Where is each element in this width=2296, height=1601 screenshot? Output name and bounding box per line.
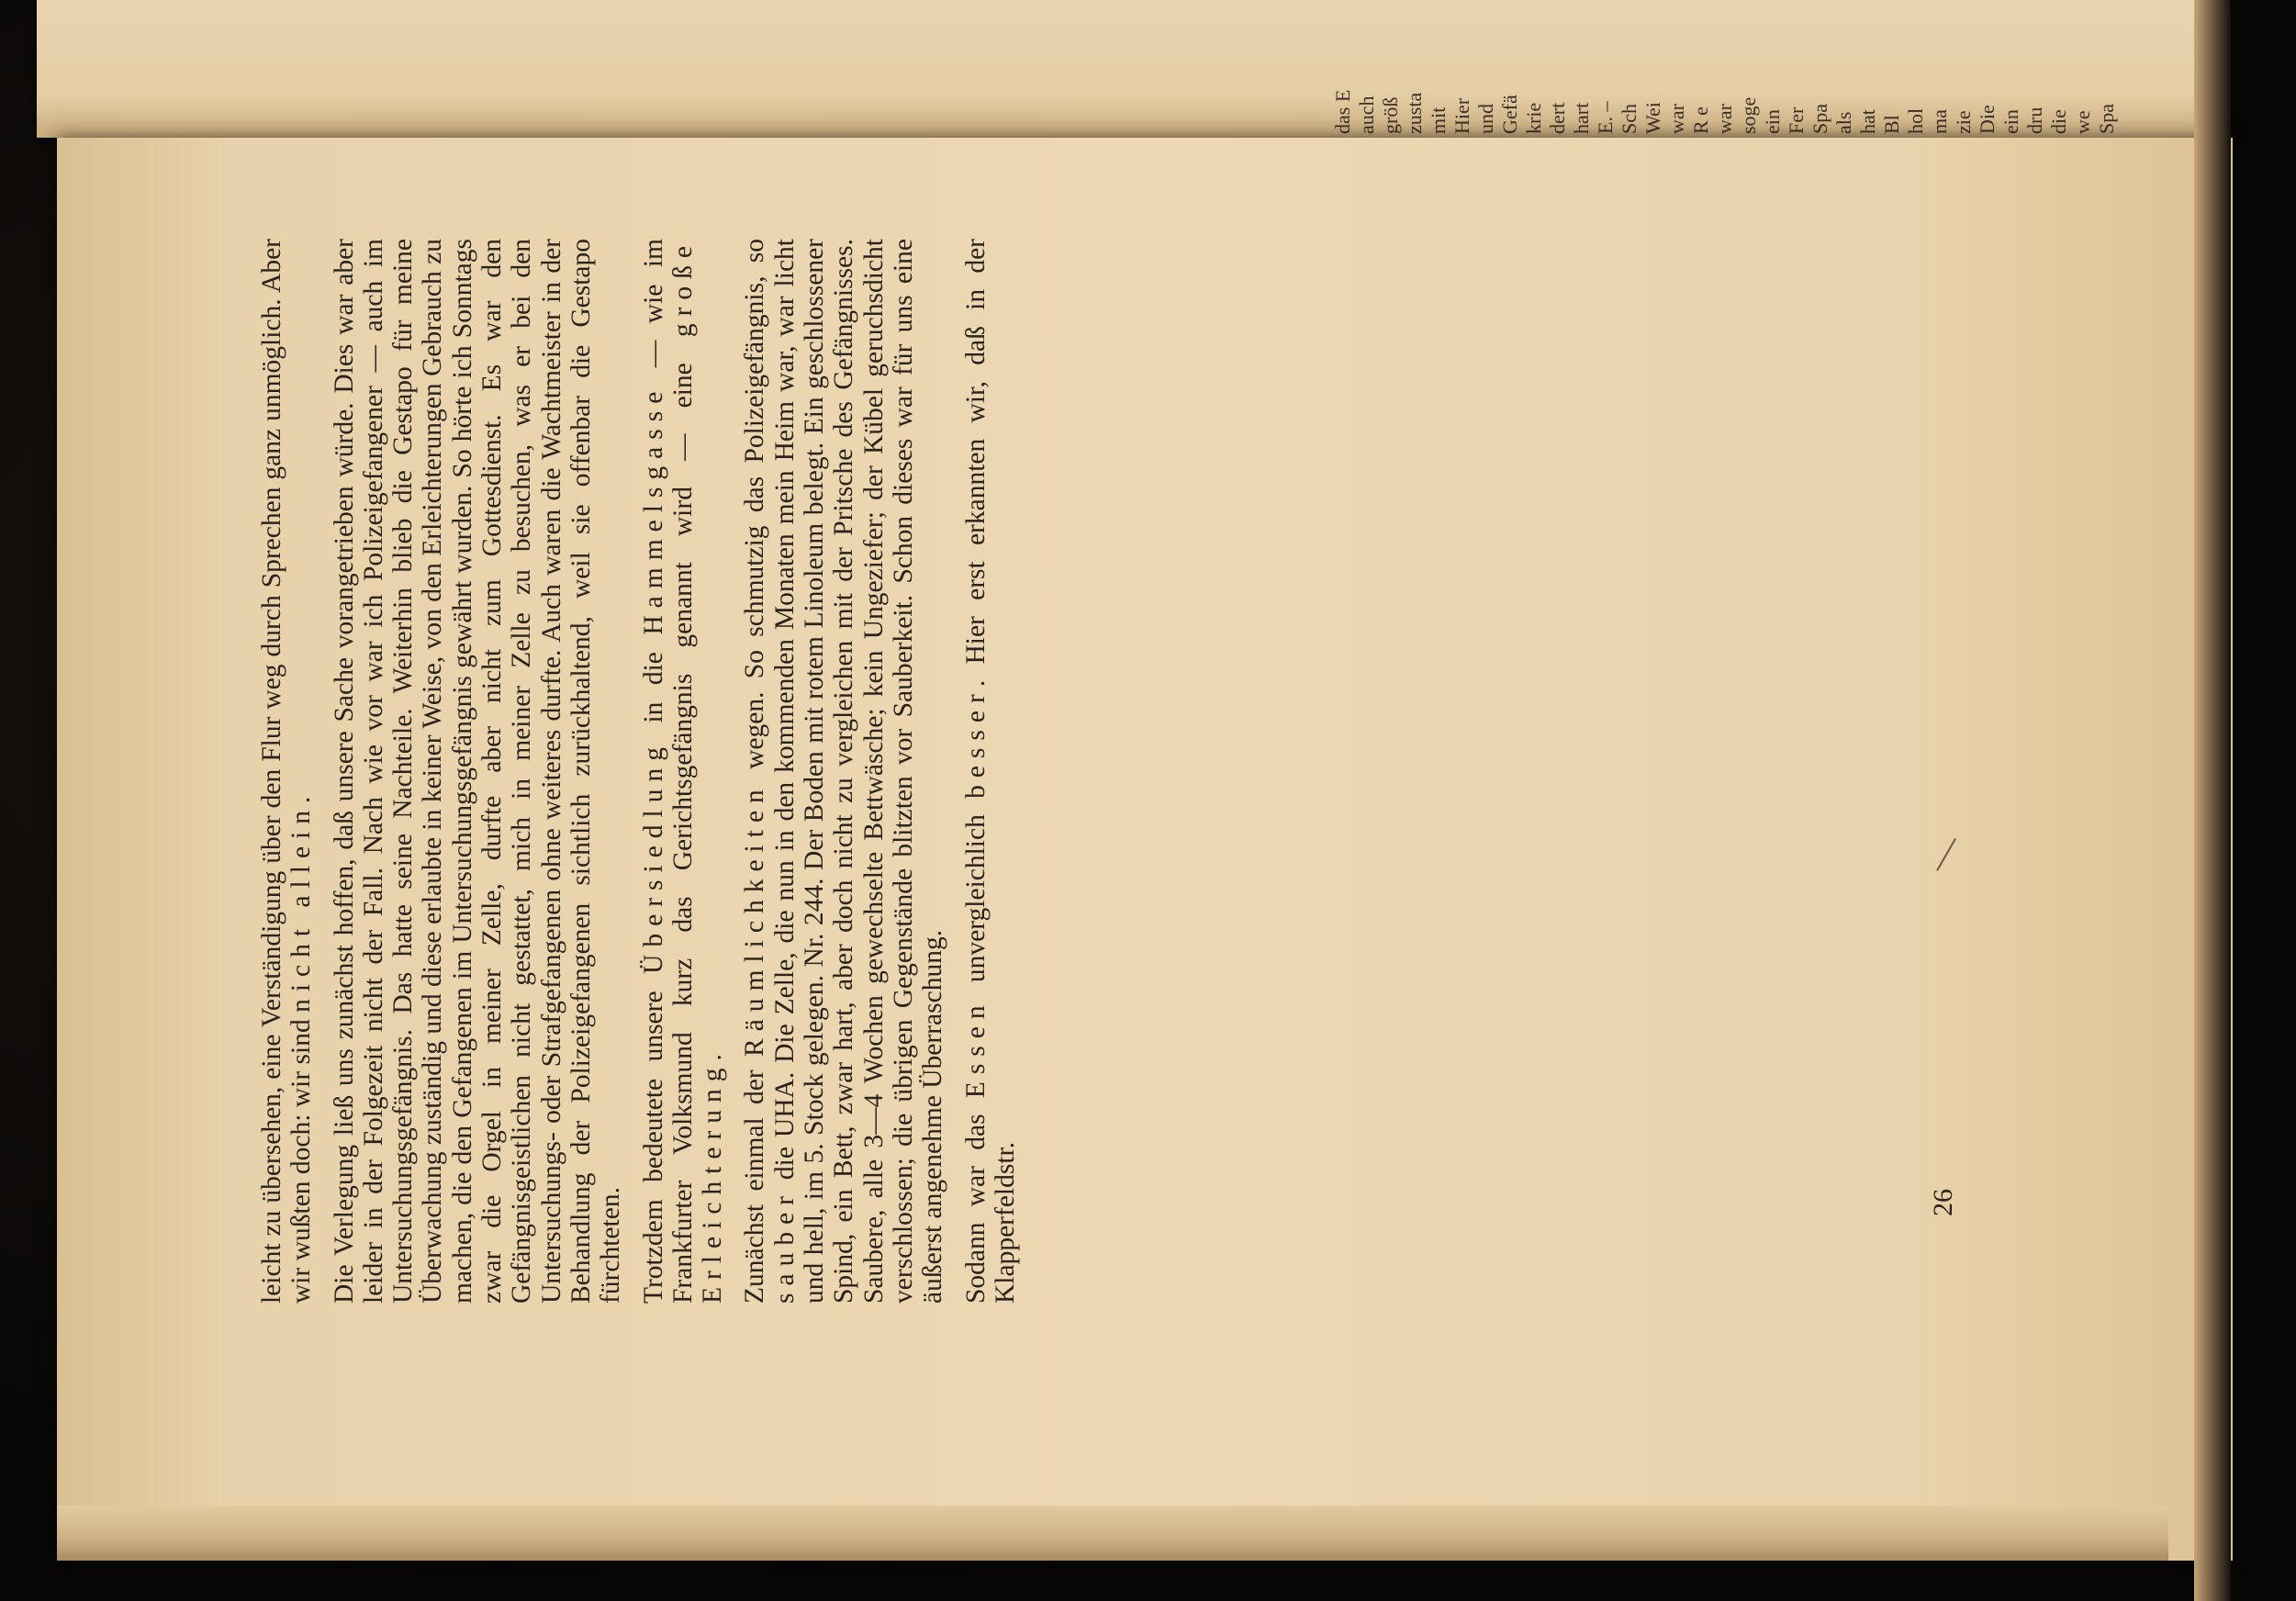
next-page-line: Sch (1618, 104, 1641, 134)
emphasis-spaced: sauber (769, 1189, 800, 1304)
next-page-line: größ (1379, 96, 1402, 134)
next-page-line: Gefä (1498, 95, 1521, 134)
emphasis-spaced: Übersiedlung (638, 740, 668, 974)
next-page-line: Spa (2095, 104, 2118, 134)
next-page-line: mit (1427, 106, 1450, 134)
page-body (257, 239, 1033, 1304)
next-page-line: we (2071, 110, 2094, 134)
next-page-line: dert (1546, 102, 1569, 134)
emphasis-spaced: Räumlichkeiten (740, 782, 770, 1057)
paragraph-p4 (740, 239, 947, 1304)
paragraph-p5 (961, 239, 1021, 1304)
next-page-line: zusta (1403, 92, 1426, 134)
next-page (37, 0, 2231, 138)
next-page-line: soge (1737, 96, 1760, 134)
emphasis-spaced: Essen (960, 998, 991, 1099)
text-run: Trotzdem bedeutete unsere (638, 973, 668, 1304)
paragraph-p3 (639, 239, 728, 1304)
next-page-line: auch (1355, 95, 1378, 134)
emphasis-spaced: Hammelsgasse (638, 384, 668, 635)
emphasis-spaced: besser (960, 687, 991, 799)
page-edge (57, 1506, 2168, 1561)
next-page-line: als (1832, 111, 1855, 134)
next-page-line: hart (1570, 102, 1593, 134)
text-run: . (286, 796, 317, 804)
next-page-line: ein (1761, 109, 1784, 134)
next-page-line: und (1474, 104, 1497, 134)
text-run: in die (638, 634, 668, 741)
text-run: . Hier erst erkannten wir, daß in der Klapperfeldstr. (960, 239, 1020, 1304)
text-run: Die Verlegung ließ uns zunächst hoffen, daß unsere Sache vorangetrieben würde. Dies war aber leider in der Folgezeit nicht der Fall. Nach wie vor war ich Polizeigefangener — auch im Untersuchungsgefängnis. Das hatte seine Nachteile. Weiterhin blieb die Gestapo für meine Überwachung zuständig und diese erlaubte in keiner Weise, von den Erleichterungen Gebrauch zu machen, die den Gefangenen im Untersuchungsgefängnis gewährt wurden. So hörte ich Sonntags zwar die Orgel in meiner Zelle, durfte aber nicht zum Gottesdienst. Es war den Gefängnisgeistlichen nicht gestattet, mich in meiner Zelle zu besuchen, was er bei den Untersuchungs- oder Strafgefangenen ohne weiteres durfte. Auch waren die Wachtmeister in der Behandlung der Polizeigefangenen sichtlich zurückhaltend, weil sie offenbar die Gestapo fürchteten. (329, 239, 626, 1304)
next-page-line: krie (1522, 102, 1545, 134)
text-run: die UHA. Die Zelle, die nun in den kommenden Monaten mein Heim war, war licht und hell, im 5. Stock gelegen. Nr. 244. Der Boden mit rotem Linoleum belegt. Ein geschlossener Spind, ein Bett, zwar hart, aber doch nicht zu vergleichen mit der Pritsche des Gefängnisses. Saubere, alle 3—4 Wochen gewechselte Bettwäsche; kein Ungeziefer; der Kübel geruchsdicht verschlossen; die übrigen Gegenstände blitzten vor Sauberkeit. Schon dieses war für uns eine äußerst angenehme Überraschung. (769, 239, 948, 1304)
next-page-line: war (1665, 104, 1688, 134)
emphasis-spaced: große Erleichterung (667, 239, 728, 1304)
page-number: 26 (1928, 1189, 1958, 1216)
text-run: Sodann war das (960, 1098, 991, 1304)
next-page-line: ein (1999, 109, 2022, 134)
next-page-line: Wei (1641, 102, 1664, 134)
text-run: Zunächst einmal der (740, 1056, 770, 1304)
text-run: — wie im Frankfurter Volksmund kurz das Gerichtsgefängnis genannt wird — eine (638, 239, 698, 1304)
text-run: leicht zu übersehen, eine Verständigung über den Flur weg durch Sprechen ganz unmöglich. Aber wir wußten doch: wir sind (257, 239, 317, 1304)
book-gutter (2194, 0, 2231, 1601)
next-page-line: das E (1331, 89, 1354, 134)
next-page-line: Bl (1880, 115, 1903, 134)
next-page-line: hat (1856, 109, 1879, 134)
text-run: . (698, 1054, 728, 1061)
next-page-line: E. – (1594, 101, 1617, 134)
next-page-line: Hier (1450, 97, 1473, 134)
emphasis-spaced: nicht allein (286, 803, 317, 1013)
next-page-line: Die (1976, 105, 1999, 134)
next-page-line: hol (1904, 107, 1927, 134)
next-page-line: Fer (1785, 106, 1808, 134)
next-page-line: Spa (1809, 104, 1831, 134)
paragraph-p1 (257, 239, 317, 1304)
text-run: unvergleichlich (960, 798, 991, 999)
next-page-line: war (1713, 104, 1736, 134)
next-page-line: R e (1689, 106, 1712, 134)
paragraph-p2 (330, 239, 626, 1304)
next-page-line: ma (1928, 109, 1951, 134)
next-page-line: die (2047, 109, 2070, 134)
next-page-line: dru (2023, 106, 2046, 134)
next-page-text (1331, 0, 2119, 134)
text-run: wegen. So schmutzig das Polizeigefängnis, so (740, 239, 770, 783)
next-page-line: zie (1952, 110, 1975, 134)
